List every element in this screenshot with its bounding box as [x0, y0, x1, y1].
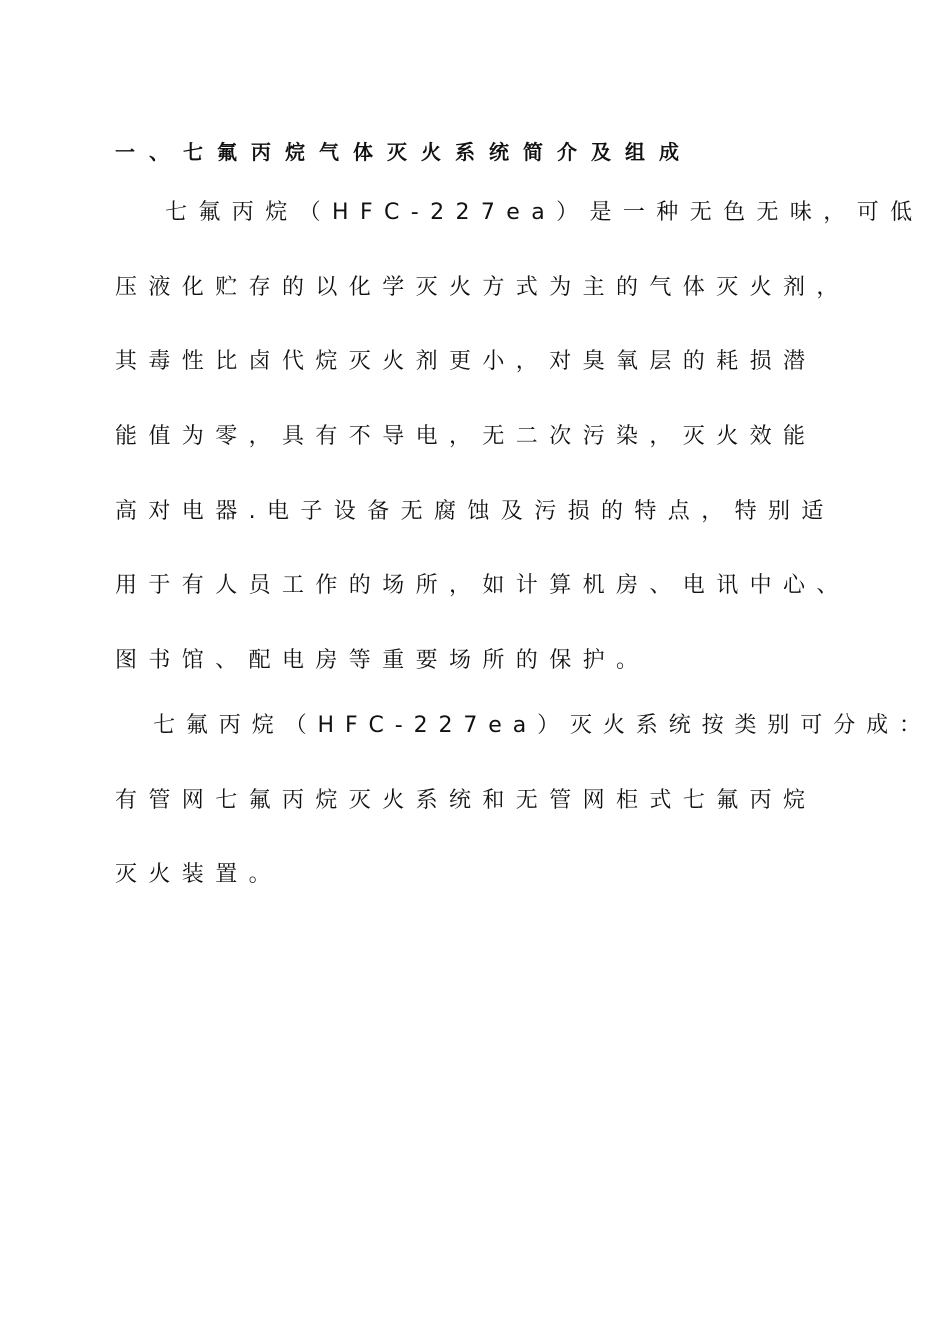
paragraph-1-line-3: 其毒性比卤代烷灭火剂更小，对臭氧层的耗损潜	[115, 349, 817, 374]
paragraph-1-line-5: 高对电器.电子设备无腐蚀及污损的特点，特别适	[115, 499, 835, 524]
paragraph-1-line-4: 能值为零，具有不导电，无二次污染，灭火效能	[115, 424, 817, 449]
paragraph-1-line-6: 用于有人员工作的场所，如计算机房、电讯中心、	[115, 573, 850, 598]
paragraph-1-line-1: 七氟丙烷（HFC-227ea）是一种无色无味，可低	[165, 200, 924, 225]
paragraph-1-line-7: 图书馆、配电房等重要场所的保护。	[115, 648, 650, 673]
paragraph-1-line-2: 压液化贮存的以化学灭火方式为主的气体灭火剂，	[115, 275, 850, 300]
paragraph-2-line-2: 有管网七氟丙烷灭火系统和无管网柜式七氟丙烷	[115, 788, 817, 813]
paragraph-2-line-1: 七氟丙烷（HFC-227ea）灭火系统按类别可分成：	[153, 713, 932, 738]
paragraph-2-line-3: 灭火装置。	[115, 862, 283, 887]
section-heading: 一、七氟丙烷气体灭火系统简介及组成	[115, 140, 693, 164]
